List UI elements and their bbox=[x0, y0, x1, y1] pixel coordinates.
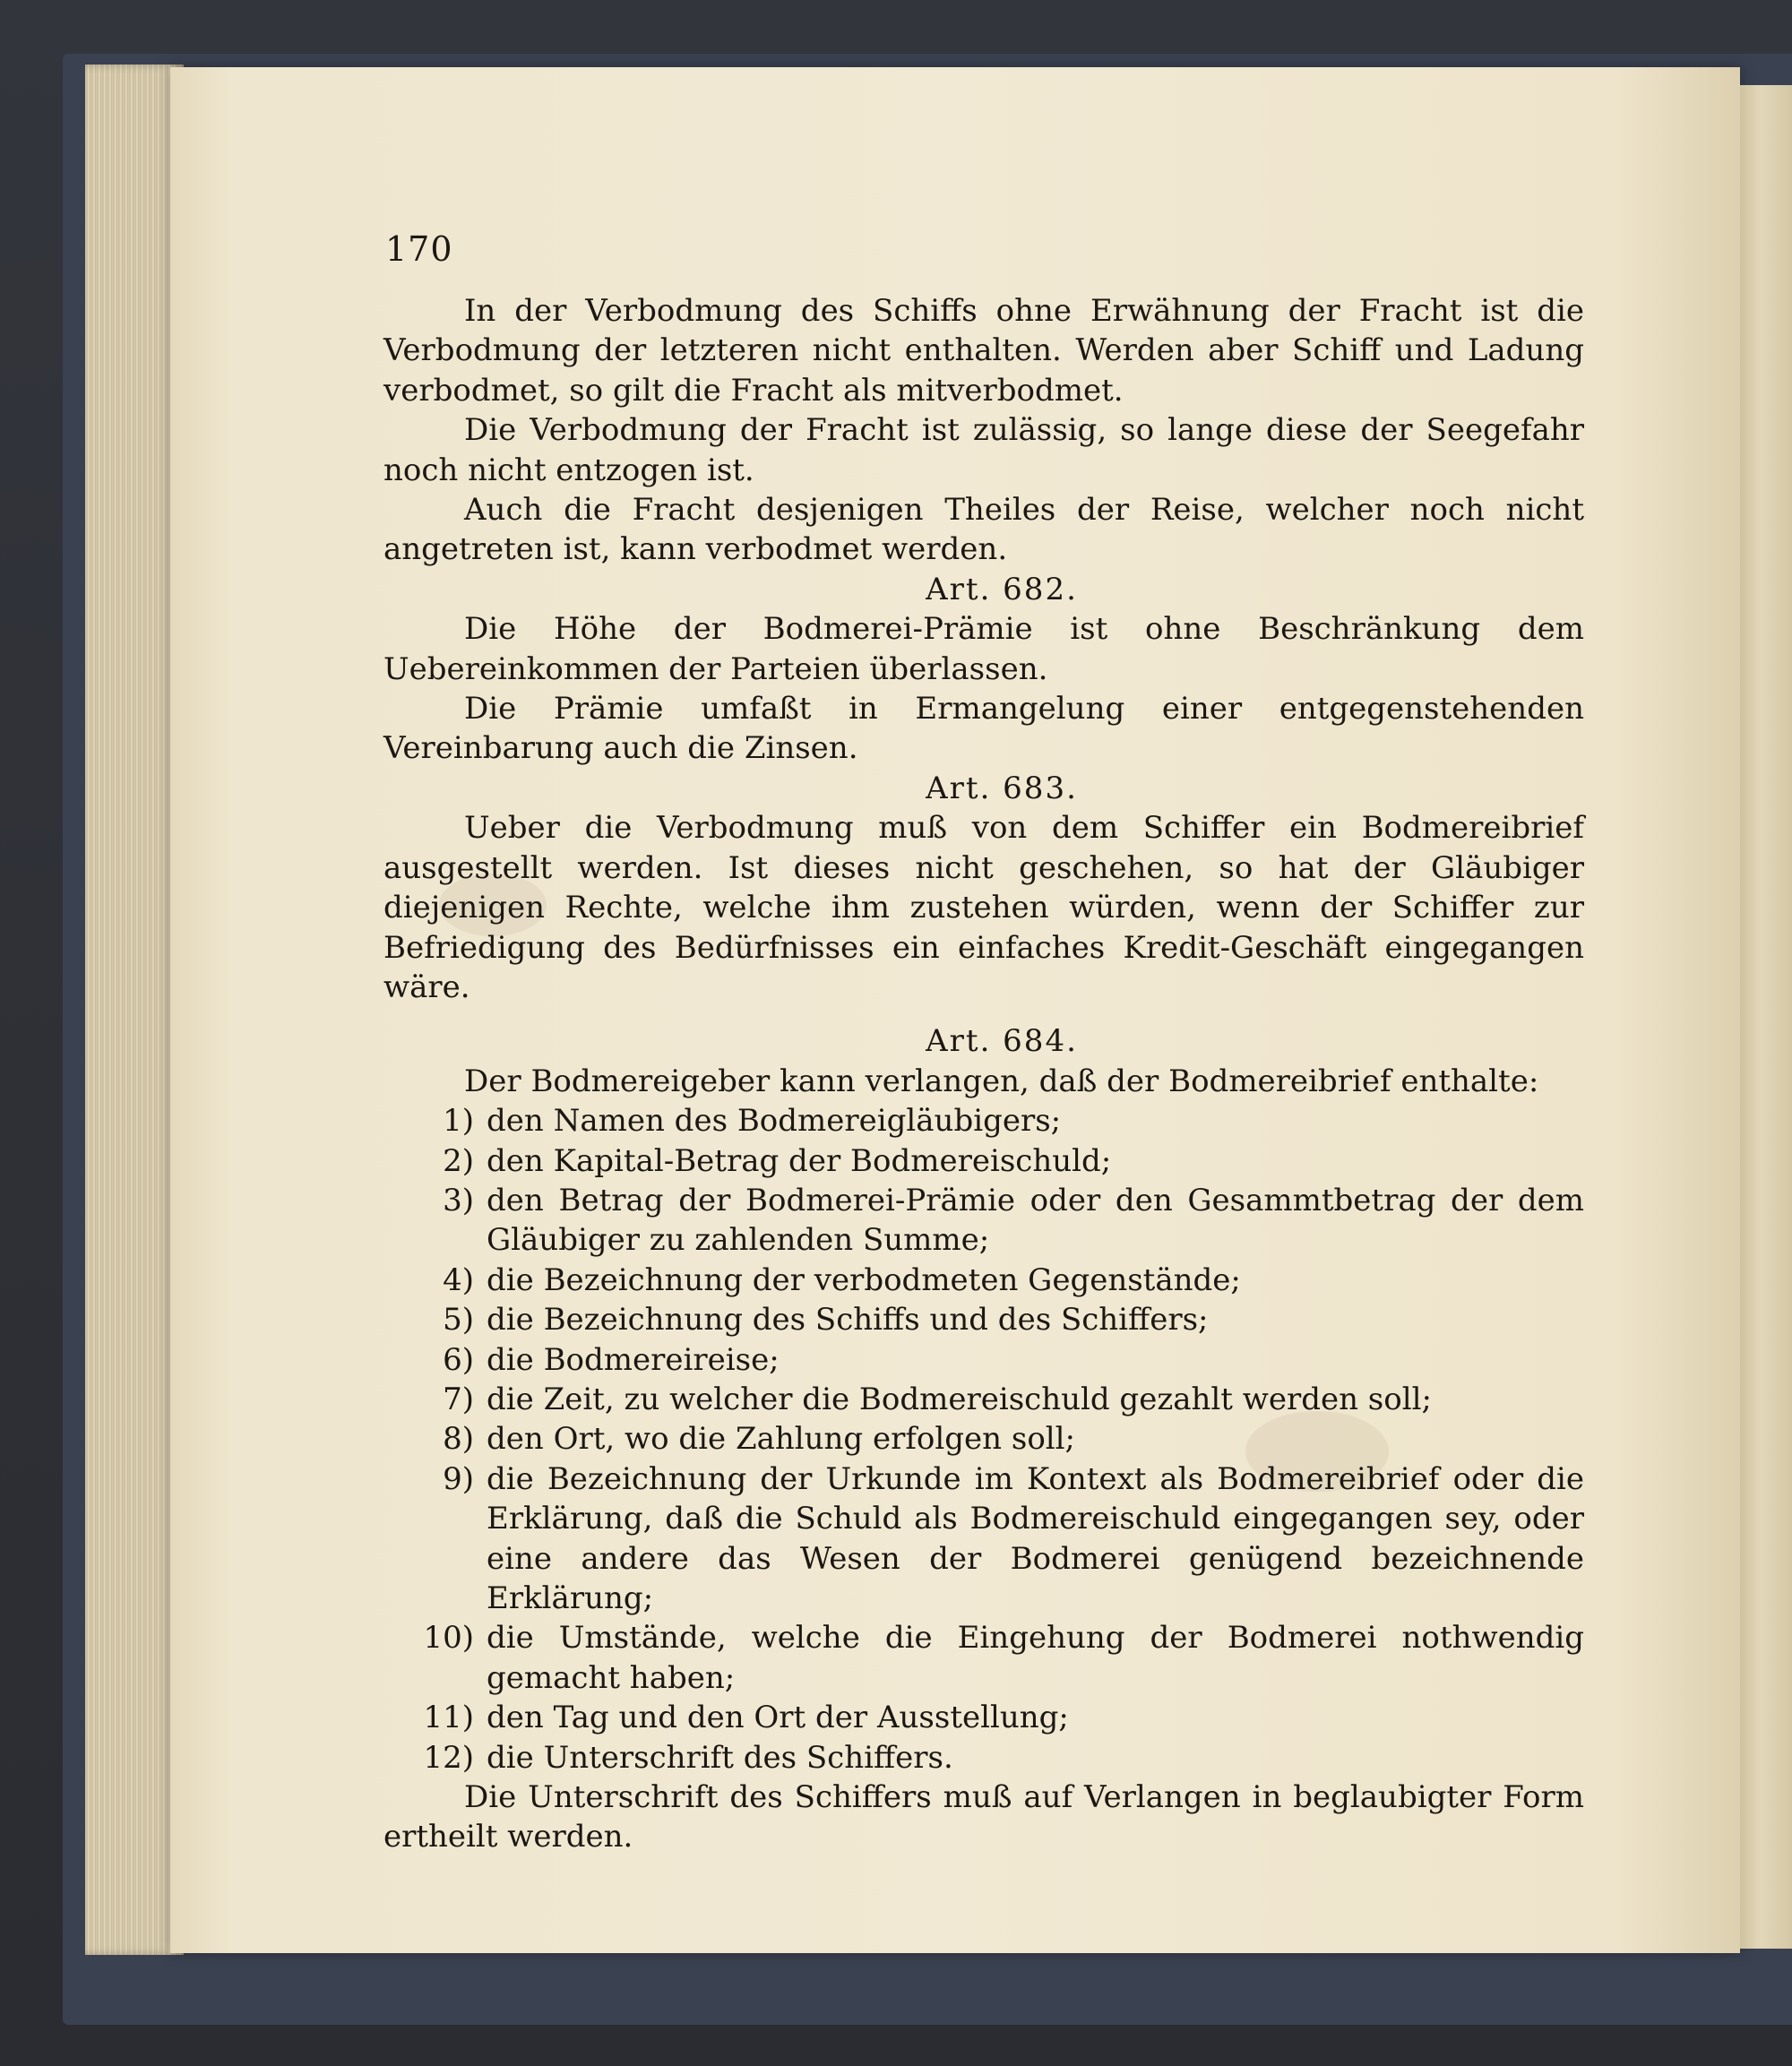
list-text: die Bezeichnung der verbodmeten Gegenstände; bbox=[487, 1261, 1241, 1298]
list-item bbox=[383, 1419, 1584, 1459]
article-heading: Art. 682. bbox=[926, 571, 1078, 607]
list-text: den Ort, wo die Zahlung erfolgen soll; bbox=[487, 1421, 1075, 1458]
list-item bbox=[383, 1141, 1584, 1181]
list-text: die Bodmereireise; bbox=[487, 1341, 780, 1378]
list-item bbox=[383, 1380, 1584, 1419]
paragraph: Die Prämie umfaßt in Ermangelung einer entgegenstehenden Vereinbarung auch die Zinsen. bbox=[383, 691, 1584, 767]
list-number: 11) bbox=[423, 1700, 474, 1736]
article-heading: Art. 684. bbox=[926, 1023, 1078, 1060]
list-text: die Zeit, zu welcher die Bodmereischuld gezahlt werden soll; bbox=[487, 1381, 1432, 1417]
list-number: 10) bbox=[423, 1620, 474, 1657]
list-item bbox=[383, 1300, 1584, 1339]
paragraph: Auch die Fracht desjenigen Theiles der Reise, welcher noch nicht angetreten ist, kann verbodmet werden. bbox=[383, 492, 1584, 568]
list-text: die Unterschrift des Schiffers. bbox=[487, 1739, 953, 1776]
list-item bbox=[383, 1340, 1584, 1380]
list-item bbox=[383, 1261, 1584, 1300]
page-text bbox=[383, 291, 1584, 1857]
list-number: 5) bbox=[443, 1302, 474, 1339]
paragraph: Die Unterschrift des Schiffers muß auf Verlangen in beglaubigter Form ertheilt werden. bbox=[383, 1779, 1584, 1855]
paragraph: Die Verbodmung der Fracht ist zulässig, so lange diese der Seegefahr noch nicht entzogen ist. bbox=[383, 412, 1584, 488]
list-item bbox=[383, 1101, 1584, 1141]
list-number: 1) bbox=[443, 1103, 474, 1140]
facing-page-edge bbox=[1740, 85, 1792, 1949]
list-number: 3) bbox=[443, 1182, 474, 1218]
list-item bbox=[383, 1618, 1584, 1698]
list-text: den Kapital-Betrag der Bodmereischuld; bbox=[487, 1142, 1112, 1179]
list-number: 4) bbox=[443, 1261, 474, 1298]
list-text: die Umstände, welche die Eingehung der Bodmerei nothwendig gemacht haben; bbox=[487, 1620, 1584, 1696]
paragraph: In der Verbodmung des Schiffs ohne Erwähnung der Fracht ist die Verbodmung der letzteren nicht enthalten. Werden aber Schiff und Ladung verbodmet, so gilt die Fracht als mitverbodmet. bbox=[383, 293, 1584, 409]
list-number: 9) bbox=[443, 1460, 474, 1497]
paragraph: Die Höhe der Bodmerei-Prämie ist ohne Beschränkung dem Uebereinkommen der Parteien überlassen. bbox=[383, 611, 1584, 687]
list-item bbox=[383, 1698, 1584, 1737]
list-number: 8) bbox=[443, 1421, 474, 1458]
list-number: 6) bbox=[443, 1341, 474, 1378]
list-number: 12) bbox=[423, 1739, 474, 1776]
list-text: die Bezeichnung des Schiffs und des Schiffers; bbox=[487, 1302, 1209, 1339]
paragraph: Ueber die Verbodmung muß von dem Schiffer ein Bodmereibrief ausgestellt werden. Ist dieses nicht geschehen, so hat der Gläubiger diejenigen Rechte, welche ihm zustehen würden, wenn der Schiffer zur Befriedigung des Bedürfnisses ein einfaches Kredit-Geschäft eingegangen wäre. bbox=[383, 810, 1584, 1005]
list-number: 2) bbox=[443, 1142, 474, 1179]
list-item bbox=[383, 1181, 1584, 1261]
list-text: den Betrag der Bodmerei-Prämie oder den Gesammtbetrag der dem Gläubiger zu zahlenden Summe; bbox=[487, 1182, 1584, 1259]
list-text: den Namen des Bodmereigläubigers; bbox=[487, 1103, 1062, 1140]
page-edges bbox=[85, 65, 184, 1955]
spacer bbox=[383, 1007, 1584, 1021]
page-number: 170 bbox=[385, 229, 453, 269]
list-number: 7) bbox=[443, 1381, 474, 1417]
list-item bbox=[383, 1459, 1584, 1619]
article-heading: Art. 683. bbox=[926, 770, 1078, 806]
list-text: den Tag und den Ort der Ausstellung; bbox=[487, 1700, 1069, 1736]
list-text: die Bezeichnung der Urkunde im Kontext als Bodmereibrief oder die Erklärung, daß die Schuld als Bodmereischuld eingegangen sey, oder eine andere das Wesen der Bodmerei genügend bezeichnende Erklärung; bbox=[487, 1460, 1584, 1616]
paragraph: Der Bodmereigeber kann verlangen, daß der Bodmereibrief enthalte: bbox=[464, 1063, 1539, 1099]
list-item bbox=[383, 1738, 1584, 1778]
